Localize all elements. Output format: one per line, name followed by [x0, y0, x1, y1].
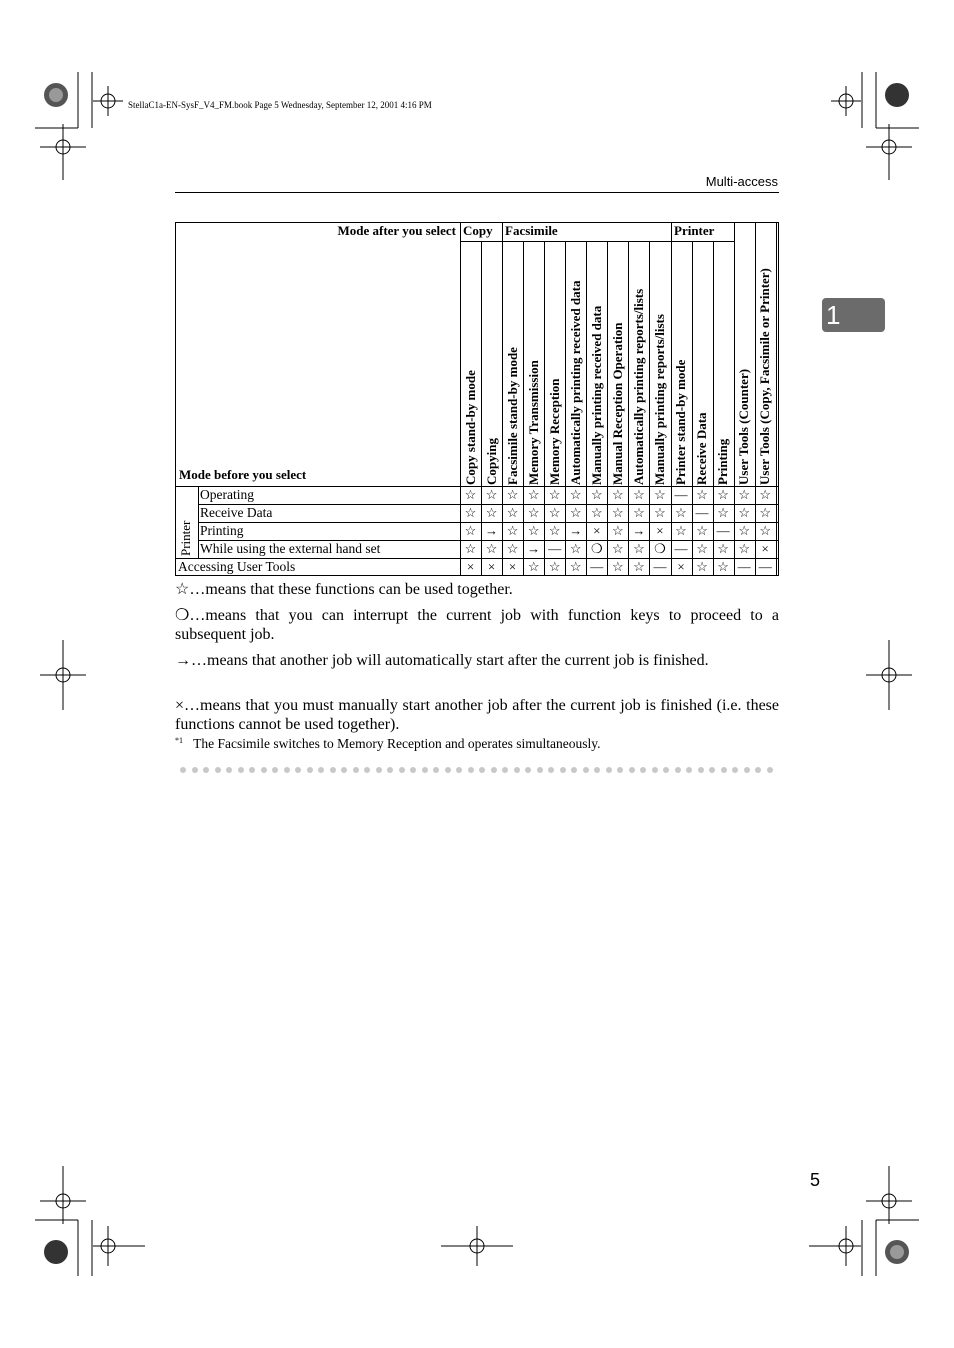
separator-dot [330, 767, 336, 773]
separator-dot [514, 767, 520, 773]
column-header: Printer stand-by mode [673, 359, 688, 485]
table-cell: ☆ [612, 487, 624, 502]
separator-dot [376, 767, 382, 773]
column-header: Automatically printing reports/lists [630, 288, 646, 485]
table-cell: ☆ [569, 559, 582, 574]
legend-star: ☆…means that these functions can be used together. [175, 581, 513, 598]
table-cell: ☆ [548, 487, 561, 502]
separator-dot [479, 767, 485, 773]
table-cell: ☆ [654, 487, 666, 502]
file-header: StellaC1a-EN-SysF_V4_FM.book Page 5 Wednesday, September 12, 2001 4:16 PM [128, 100, 432, 110]
group-underline [460, 241, 734, 242]
table-cell: ☆ [675, 505, 687, 520]
separator-dot [295, 767, 301, 773]
table-cell: × [761, 541, 769, 556]
table-cell: — [674, 487, 688, 502]
separator-dot [249, 767, 255, 773]
separator-dot [445, 767, 451, 773]
column-header: User Tools (Copy, Facsimile or Printer) [757, 268, 773, 485]
separator-dot [215, 767, 221, 773]
row-group-divider [198, 486, 199, 558]
table-cell: ☆ [612, 505, 624, 520]
table-cell: ☆ [717, 487, 729, 502]
table-cell: × [466, 559, 475, 574]
separator-dot [238, 767, 244, 773]
multi-access-table [175, 222, 779, 576]
table-cell: ☆ [590, 505, 603, 520]
separator-dot [767, 767, 773, 773]
table-cell: ☆ [738, 487, 750, 502]
table-cell: ☆ [464, 541, 477, 556]
separator-dot [709, 767, 715, 773]
group-copy: Copy [463, 223, 493, 238]
table-cell: ☆ [548, 523, 561, 538]
row-label: Operating [200, 487, 254, 502]
table-cell: → [632, 523, 646, 538]
table-cell: ☆ [759, 505, 772, 520]
legend-cross: ×…means that you must manually start another job after the current job is finished (i.e. these functions cannot be used together). [175, 697, 779, 733]
table-cell: ☆ [485, 505, 498, 520]
separator-dot [491, 767, 497, 773]
separator-dot [468, 767, 474, 773]
dotted-separator [180, 767, 780, 775]
legend-arrow: →…means that another job will automatically start after the current job is finished. [175, 652, 709, 669]
separator-dot [744, 767, 750, 773]
table-cell: — [674, 541, 688, 556]
separator-dot [502, 767, 508, 773]
column-header: Memory Transmission [525, 360, 541, 485]
table-cell: ☆ [738, 541, 750, 556]
column-header: User Tools (Counter) [736, 368, 752, 485]
separator-dot [353, 767, 359, 773]
row-label: While using the external hand set [200, 541, 381, 556]
separator-dot [755, 767, 761, 773]
separator-dot [732, 767, 738, 773]
table-cell: — [758, 559, 772, 574]
table-cell: ☆ [633, 541, 645, 556]
table-cell: — [653, 559, 667, 574]
separator-dot [203, 767, 209, 773]
table-cell: ☆ [485, 487, 498, 502]
separator-dot [318, 767, 324, 773]
separator-dot [571, 767, 577, 773]
running-head: Multi-access [705, 174, 778, 189]
separator-dot [433, 767, 439, 773]
page-number: 5 [810, 1170, 821, 1190]
table-cell: ☆ [506, 487, 519, 502]
row-group-printer: Printer [178, 520, 193, 556]
table-cell: ☆ [569, 487, 582, 502]
table-cell: ☆ [717, 559, 729, 574]
table-cell: ☆ [612, 559, 624, 574]
column-header: Printing [715, 438, 731, 485]
table-cell: ☆ [548, 559, 561, 574]
separator-dot [721, 767, 727, 773]
column-header: Automatically printing received data [567, 280, 583, 485]
table-cell: ☆ [633, 505, 645, 520]
corner-bottom-label: Mode before you select [179, 467, 307, 482]
separator-dot [652, 767, 658, 773]
separator-dot [410, 767, 416, 773]
separator-dot [456, 767, 462, 773]
table-cell: ☆ [738, 523, 750, 538]
table-cell: × [593, 523, 601, 538]
table-cell: ☆ [527, 523, 540, 538]
table-cell: ☆ [506, 523, 519, 538]
separator-dot [594, 767, 600, 773]
separator-dot [663, 767, 669, 773]
table-cell: × [487, 559, 496, 574]
table-cell: — [590, 559, 604, 574]
table-cell: ☆ [464, 505, 477, 520]
table-cell: ☆ [612, 523, 624, 538]
separator-dot [307, 767, 313, 773]
table-cell: ☆ [717, 505, 729, 520]
column-header: Copying [483, 438, 499, 485]
table-cell: ☆ [738, 505, 750, 520]
table-cell: ☆ [675, 523, 687, 538]
chapter-tab: 1 [822, 298, 885, 332]
separator-dot [640, 767, 646, 773]
table-cell: — [716, 523, 730, 538]
table-cell: — [695, 505, 709, 520]
column-header: Facsimile stand-by mode [504, 347, 520, 485]
column-header: Manual Reception Operation [609, 322, 625, 485]
table-cell: ❍ [590, 541, 603, 556]
column-header: Copy stand-by mode [462, 370, 478, 485]
column-header: Receive Data [694, 412, 710, 485]
table-cell: → [485, 523, 499, 538]
separator-dot [226, 767, 232, 773]
separator-dot [686, 767, 692, 773]
table-cell: ☆ [464, 487, 477, 502]
column-header: Manually printing reports/lists [651, 314, 667, 485]
table-cell: ☆ [633, 559, 645, 574]
table-cell: → [569, 523, 583, 538]
table-cell: ☆ [696, 541, 708, 556]
separator-dot [272, 767, 278, 773]
table-cell: ☆ [569, 541, 582, 556]
table-cell: ☆ [506, 541, 519, 556]
separator-dot [525, 767, 531, 773]
table-cell: × [508, 559, 517, 574]
row-label: Printing [200, 523, 244, 538]
table-cell: × [677, 559, 685, 574]
column-header: Memory Reception [546, 378, 562, 485]
group-facsimile: Facsimile [505, 223, 558, 238]
table-cell: ☆ [527, 559, 540, 574]
table-cell: ☆ [548, 505, 561, 520]
separator-dot [284, 767, 290, 773]
separator-dot [192, 767, 198, 773]
separator-dot [583, 767, 589, 773]
separator-dot [364, 767, 370, 773]
table-cell: ☆ [527, 487, 540, 502]
separator-dot [387, 767, 393, 773]
table-cell: ☆ [654, 505, 666, 520]
table-cell: ☆ [569, 505, 582, 520]
table-cell: ☆ [633, 487, 645, 502]
table-cell: ☆ [696, 487, 708, 502]
table-cell: ❍ [654, 541, 666, 556]
table-cell: → [527, 541, 541, 556]
separator-dot [675, 767, 681, 773]
table-cell: ☆ [485, 541, 498, 556]
separator-dot [548, 767, 554, 773]
table-cell: ☆ [696, 559, 708, 574]
table-cell: ☆ [717, 541, 729, 556]
separator-dot [617, 767, 623, 773]
column-header: Manually printing received data [588, 305, 604, 485]
separator-dot [537, 767, 543, 773]
table-cell: ☆ [590, 487, 603, 502]
table-cell: ☆ [612, 541, 624, 556]
separator-dot [341, 767, 347, 773]
separator-dot [560, 767, 566, 773]
separator-dot [261, 767, 267, 773]
row-label: Accessing User Tools [178, 559, 296, 574]
row-label: Receive Data [200, 505, 273, 520]
corner-top-label: Mode after you select [337, 223, 456, 238]
table-cell: ☆ [759, 487, 772, 502]
table-cell: — [737, 559, 751, 574]
table-cell: ☆ [464, 523, 477, 538]
separator-dot [606, 767, 612, 773]
footnote-text: The Facsimile switches to Memory Reception and operates simultaneously. [193, 736, 601, 751]
separator-dot [629, 767, 635, 773]
group-printer: Printer [674, 223, 715, 238]
footnote [175, 736, 601, 752]
separator-dot [422, 767, 428, 773]
table-cell: ☆ [759, 523, 772, 538]
separator-dot [698, 767, 704, 773]
separator-dot [399, 767, 405, 773]
table-cell: × [656, 523, 664, 538]
table-cell: ☆ [527, 505, 540, 520]
footnote-mark: *1 [175, 736, 183, 745]
table-cell: — [548, 541, 562, 556]
table-cell: ☆ [696, 523, 708, 538]
table-cell: ☆ [506, 505, 519, 520]
header-rule [175, 192, 779, 193]
separator-dot [180, 767, 186, 773]
legend-circle: ❍…means that you can interrupt the current job with function keys to proceed to a subsequent job. [175, 607, 779, 643]
